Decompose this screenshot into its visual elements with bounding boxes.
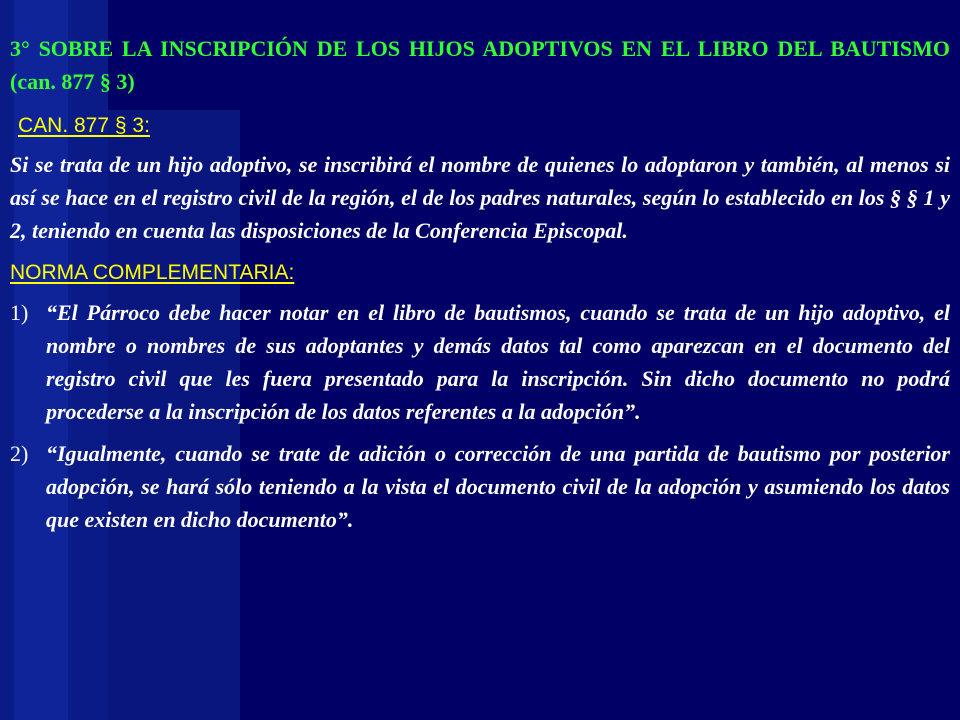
list-item xyxy=(10,437,950,536)
list-item-text: “El Párroco debe hacer notar en el libro de bautismos, cuando se trata de un hijo adoptivo, el nombre o nombres de sus adoptantes y demás datos tal como aparezcan en el documento del registro civil que les fuera presentado para la inscripción. Sin dicho documento no podrá procederse a la inscripción de los datos referentes a la adopción”. xyxy=(46,300,950,424)
list-item-number: 2) xyxy=(10,441,29,466)
slide-heading: 3° SOBRE LA INSCRIPCIÓN DE LOS HIJOS ADOPTIVOS EN EL LIBRO DEL BAUTISMO (can. 877 § 3) xyxy=(10,36,950,94)
list-item-text: “Igualmente, cuando se trate de adición o corrección de una partida de bautismo por posterior adopción, se hará sólo teniendo a la vista el documento civil de la adopción y asumiendo los datos que existen en dicho documento”. xyxy=(46,441,950,532)
list-item xyxy=(10,296,950,428)
canon-text: Si se trata de un hijo adoptivo, se inscribirá el nombre de quienes lo adoptaron y también, al menos si así se hace en el registro civil de la región, el de los padres naturales, según lo establecido en los § § 1 y 2, teniendo en cuenta las disposiciones de la Conferencia Episcopal. xyxy=(10,152,950,243)
norma-label: NORMA COMPLEMENTARIA: xyxy=(10,261,295,284)
list-item-number: 1) xyxy=(10,300,29,325)
norma-list xyxy=(10,296,950,536)
canon-label: CAN. 877 § 3: xyxy=(18,114,150,137)
slide-content xyxy=(10,32,950,545)
